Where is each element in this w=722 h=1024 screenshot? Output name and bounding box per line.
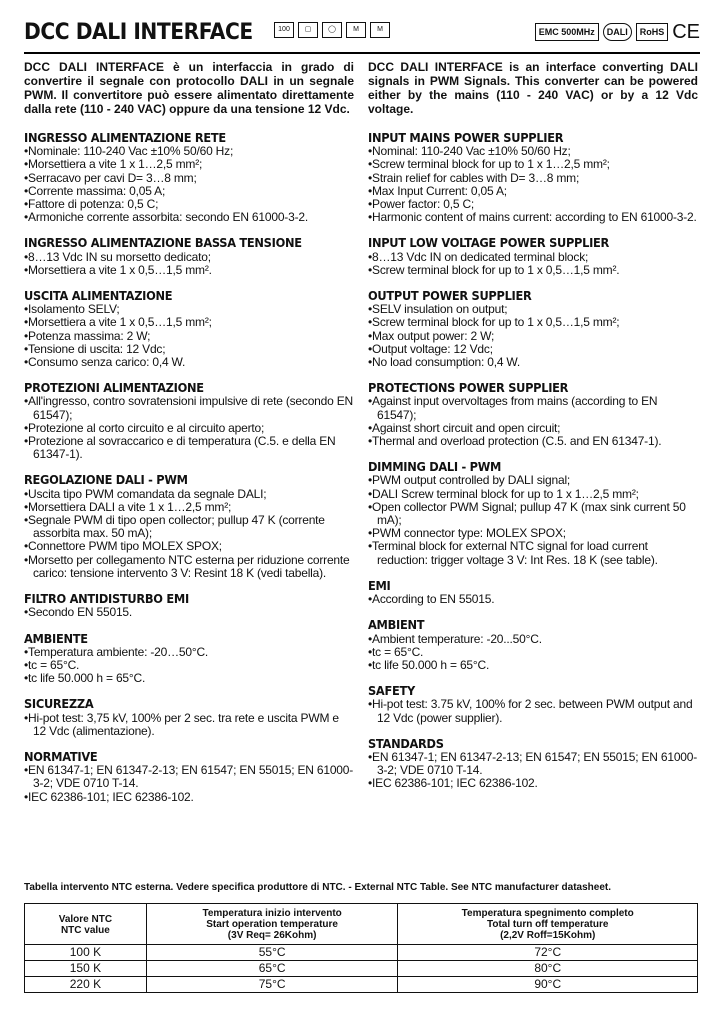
section-list — [24, 712, 354, 738]
table-cell: 55°C — [146, 945, 398, 961]
section — [24, 382, 354, 461]
list-item: • PWM connector type: MOLEX SPOX; — [368, 527, 698, 540]
list-item: • Hi-pot test: 3,75 kV, 100% per 2 sec. tra rete e uscita PWM e 12 Vdc (alimentazione). — [24, 712, 354, 738]
header-line: Total turn off temperature — [486, 919, 609, 930]
section-title: PROTEZIONI ALIMENTAZIONE — [24, 381, 204, 396]
table-header-cell — [398, 904, 698, 945]
section-list — [24, 488, 354, 580]
section-title: NORMATIVE — [24, 749, 98, 764]
list-item: • Hi-pot test: 3.75 kV, 100% for 2 sec. between PWM output and 12 Vdc (power supplier). — [368, 698, 698, 724]
section-list — [368, 751, 698, 791]
table-cell: 72°C — [398, 945, 698, 961]
ntc-table — [24, 903, 698, 993]
list-item: • Screw terminal block for up to 1 x 1…2,5 mm²; — [368, 158, 698, 171]
section-title: FILTRO ANTIDISTURBO EMI — [24, 592, 189, 607]
english-sections — [368, 132, 698, 791]
list-item: • According to EN 55015. — [368, 593, 698, 606]
list-item: • Consumo senza carico: 0,4 W. — [24, 356, 354, 369]
table-row — [25, 961, 698, 977]
section-list — [24, 145, 354, 224]
section — [368, 461, 698, 567]
list-item: • Morsettiera DALI a vite 1 x 1…2,5 mm²; — [24, 501, 354, 514]
section-list — [24, 303, 354, 369]
section — [368, 685, 698, 725]
section-list — [368, 474, 698, 566]
header-line: Start operation temperature — [206, 919, 338, 930]
list-item: • Isolamento SELV; — [24, 303, 354, 316]
list-item: • Potenza massima: 2 W; — [24, 330, 354, 343]
italian-sections — [24, 132, 354, 804]
section-title: INGRESSO ALIMENTAZIONE RETE — [24, 131, 226, 145]
section — [24, 698, 354, 738]
emc-logo: EMC 500MHz — [535, 23, 599, 41]
list-item: • EN 61347-1; EN 61347-2-13; EN 61547; EN 55015; EN 61000-3-2; VDE 0710 T-14. — [368, 751, 698, 777]
list-item: • Max Input Current: 0,05 A; — [368, 185, 698, 198]
list-item: • Strain relief for cables with D= 3…8 mm; — [368, 172, 698, 185]
section-title: INGRESSO ALIMENTAZIONE BASSA TENSIONE — [24, 236, 302, 251]
certification-symbols — [274, 22, 390, 38]
section — [24, 633, 354, 686]
table-caption: Tabella intervento NTC esterna. Vedere specifica produttore di NTC. - External NTC Table. See NTC manufacturer datasheet. — [24, 882, 611, 893]
header-line: (2,2V Roff=15Kohm) — [500, 930, 596, 941]
symbol-m-icon: M — [346, 22, 366, 38]
page-title: DCC DALI INTERFACE — [24, 20, 253, 45]
section-title: DIMMING DALI - PWM — [368, 460, 502, 475]
table-cell: 65°C — [146, 961, 398, 977]
section — [24, 593, 354, 619]
section — [368, 132, 698, 224]
list-item: • EN 61347-1; EN 61347-2-13; EN 61547; EN 55015; EN 61000-3-2; VDE 0710 T-14. — [24, 764, 354, 790]
list-item: • 8…13 Vdc IN su morsetto dedicato; — [24, 251, 354, 264]
list-item: • Protezione al sovraccarico e di temperatura (C.5. e della EN 61347-1). — [24, 435, 354, 461]
list-item: • Armoniche corrente assorbita: secondo EN 61000-3-2. — [24, 211, 354, 224]
list-item: • Fattore di potenza: 0,5 C; — [24, 198, 354, 211]
table-cell: 100 K — [25, 945, 147, 961]
section — [368, 382, 698, 448]
table-row — [25, 977, 698, 993]
list-item: • Max output power: 2 W; — [368, 330, 698, 343]
list-item: • Against short circuit and open circuit; — [368, 422, 698, 435]
header-line: Temperatura spegnimento completo — [461, 908, 634, 919]
table-cell: 75°C — [146, 977, 398, 993]
list-item: • Nominal: 110-240 Vac ±10% 50/60 Hz; — [368, 145, 698, 158]
table-cell: 150 K — [25, 961, 147, 977]
table-row — [25, 945, 698, 961]
italian-column — [24, 60, 354, 817]
list-item: • No load consumption: 0,4 W. — [368, 356, 698, 369]
dali-logo: DALI — [603, 23, 632, 41]
section-title: INPUT MAINS POWER SUPPLIER — [368, 131, 564, 145]
section-list — [368, 251, 698, 277]
table-header-cell — [25, 904, 147, 945]
symbol-mm-icon: M — [370, 22, 390, 38]
section-list — [368, 145, 698, 224]
table-cell: 90°C — [398, 977, 698, 993]
header — [24, 18, 700, 54]
list-item: • Harmonic content of mains current: according to EN 61000-3-2. — [368, 211, 698, 224]
symbol-100-icon: 100 — [274, 22, 294, 38]
section-title: OUTPUT POWER SUPPLIER — [368, 289, 532, 304]
header-line: NTC value — [60, 924, 110, 936]
list-item: • Output voltage: 12 Vdc; — [368, 343, 698, 356]
list-item: • Ambient temperature: -20...50°C. — [368, 633, 698, 646]
section — [24, 290, 354, 369]
list-item: • Nominale: 110-240 Vac ±10% 50/60 Hz; — [24, 145, 354, 158]
section — [24, 474, 354, 580]
list-item: • Temperatura ambiente: -20…50°C. — [24, 646, 354, 659]
list-item: • PWM output controlled by DALI signal; — [368, 474, 698, 487]
table-body — [25, 945, 698, 993]
list-item: • Thermal and overload protection (C.5. and EN 61347-1). — [368, 435, 698, 448]
symbol-circle-icon: ◯ — [322, 22, 342, 38]
list-item: • IEC 62386-101; IEC 62386-102. — [368, 777, 698, 790]
list-item: • Corrente massima: 0,05 A; — [24, 185, 354, 198]
section-title: AMBIENTE — [24, 631, 88, 646]
section-title: SICUREZZA — [24, 697, 94, 712]
list-item: • tc = 65°C. — [368, 646, 698, 659]
section-list — [368, 303, 698, 369]
list-item: • tc = 65°C. — [24, 659, 354, 672]
header-line: (3V Req= 26Kohm) — [227, 930, 317, 941]
section — [24, 237, 354, 277]
list-item: • Morsettiera a vite 1 x 0,5…1,5 mm². — [24, 264, 354, 277]
table-header-cell — [146, 904, 398, 945]
list-item: • Connettore PWM tipo MOLEX SPOX; — [24, 540, 354, 553]
list-item: • 8…13 Vdc IN on dedicated terminal block; — [368, 251, 698, 264]
list-item: • Tensione di uscita: 12 Vdc; — [24, 343, 354, 356]
section-list — [368, 395, 698, 448]
list-item: • Screw terminal block for up to 1 x 0,5…1,5 mm²; — [368, 316, 698, 329]
section-list — [24, 251, 354, 277]
list-item: • Morsetto per collegamento NTC esterna per riduzione corrente carico: tensione intervento 3 V: Resint 18 K (vedi tabella). — [24, 554, 354, 580]
ce-logo: CE — [672, 21, 700, 43]
list-item: • Protezione al corto circuito e al circuito aperto; — [24, 422, 354, 435]
section-list — [368, 698, 698, 724]
compliance-marks — [535, 22, 700, 42]
section-list — [24, 395, 354, 461]
section — [368, 290, 698, 369]
list-item: • SELV insulation on output; — [368, 303, 698, 316]
section-list — [368, 633, 698, 673]
section-list — [24, 646, 354, 686]
section-title: SAFETY — [368, 684, 415, 699]
section-title: EMI — [368, 578, 391, 593]
english-column — [368, 60, 698, 804]
header-line: Temperatura inizio intervento — [202, 908, 342, 919]
list-item: • Uscita tipo PWM comandata da segnale DALI; — [24, 488, 354, 501]
section — [368, 738, 698, 791]
rohs-logo: RoHS — [636, 23, 669, 41]
intro-english: DCC DALI INTERFACE is an interface converting DALI signals in PWM Signals. This converter can be powered either by the mains (110 - 240 VAC) or by a 12 Vdc voltage. — [368, 60, 698, 116]
section-list — [368, 593, 698, 606]
intro-italian: DCC DALI INTERFACE è un interfaccia in grado di convertire il segnale con protocollo DALI in un segnale PWM. Il convertitore può essere alimentato direttamente dalla rete (110 - 240 VAC) oppure da una tensione 12 Vdc. — [24, 60, 354, 116]
symbol-class2-icon: ▢ — [298, 22, 318, 38]
section-title: AMBIENT — [368, 618, 425, 633]
list-item: • Screw terminal block for up to 1 x 0,5…1,5 mm². — [368, 264, 698, 277]
list-item: • DALI Screw terminal block for up to 1 x 1…2,5 mm²; — [368, 488, 698, 501]
section-list — [24, 606, 354, 619]
list-item: • Terminal block for external NTC signal for load current reduction: trigger voltage 3 V: Int Res. 18 K (see table). — [368, 540, 698, 566]
list-item: • Against input overvoltages from mains (according to EN 61547); — [368, 395, 698, 421]
section-list — [24, 764, 354, 804]
section-title: INPUT LOW VOLTAGE POWER SUPPLIER — [368, 236, 610, 251]
section — [24, 751, 354, 804]
list-item: • Segnale PWM di tipo open collector; pullup 47 K (corrente assorbita max. 50 mA); — [24, 514, 354, 540]
list-item: • Secondo EN 55015. — [24, 606, 354, 619]
list-item: • Open collector PWM Signal; pullup 47 K (max sink current 50 mA); — [368, 501, 698, 527]
section-title: REGOLAZIONE DALI - PWM — [24, 473, 188, 488]
list-item: • IEC 62386-101; IEC 62386-102. — [24, 791, 354, 804]
section — [368, 619, 698, 672]
list-item: • Serracavo per cavi D= 3…8 mm; — [24, 172, 354, 185]
list-item: • tc life 50.000 h = 65°C. — [24, 672, 354, 685]
table-header-row — [25, 904, 698, 945]
list-item: • Morsettiera a vite 1 x 0,5…1,5 mm²; — [24, 316, 354, 329]
section — [24, 132, 354, 224]
section-title: PROTECTIONS POWER SUPPLIER — [368, 381, 569, 396]
section-title: STANDARDS — [368, 736, 444, 751]
list-item: • Power factor: 0,5 C; — [368, 198, 698, 211]
header-line: Valore NTC — [58, 913, 113, 925]
table-cell: 80°C — [398, 961, 698, 977]
list-item: • All'ingresso, contro sovratensioni impulsive di rete (secondo EN 61547); — [24, 395, 354, 421]
list-item: • Morsettiera a vite 1 x 1…2,5 mm²; — [24, 158, 354, 171]
section — [368, 580, 698, 606]
table-cell: 220 K — [25, 977, 147, 993]
section — [368, 237, 698, 277]
section-title: USCITA ALIMENTAZIONE — [24, 289, 173, 304]
list-item: • tc life 50.000 h = 65°C. — [368, 659, 698, 672]
